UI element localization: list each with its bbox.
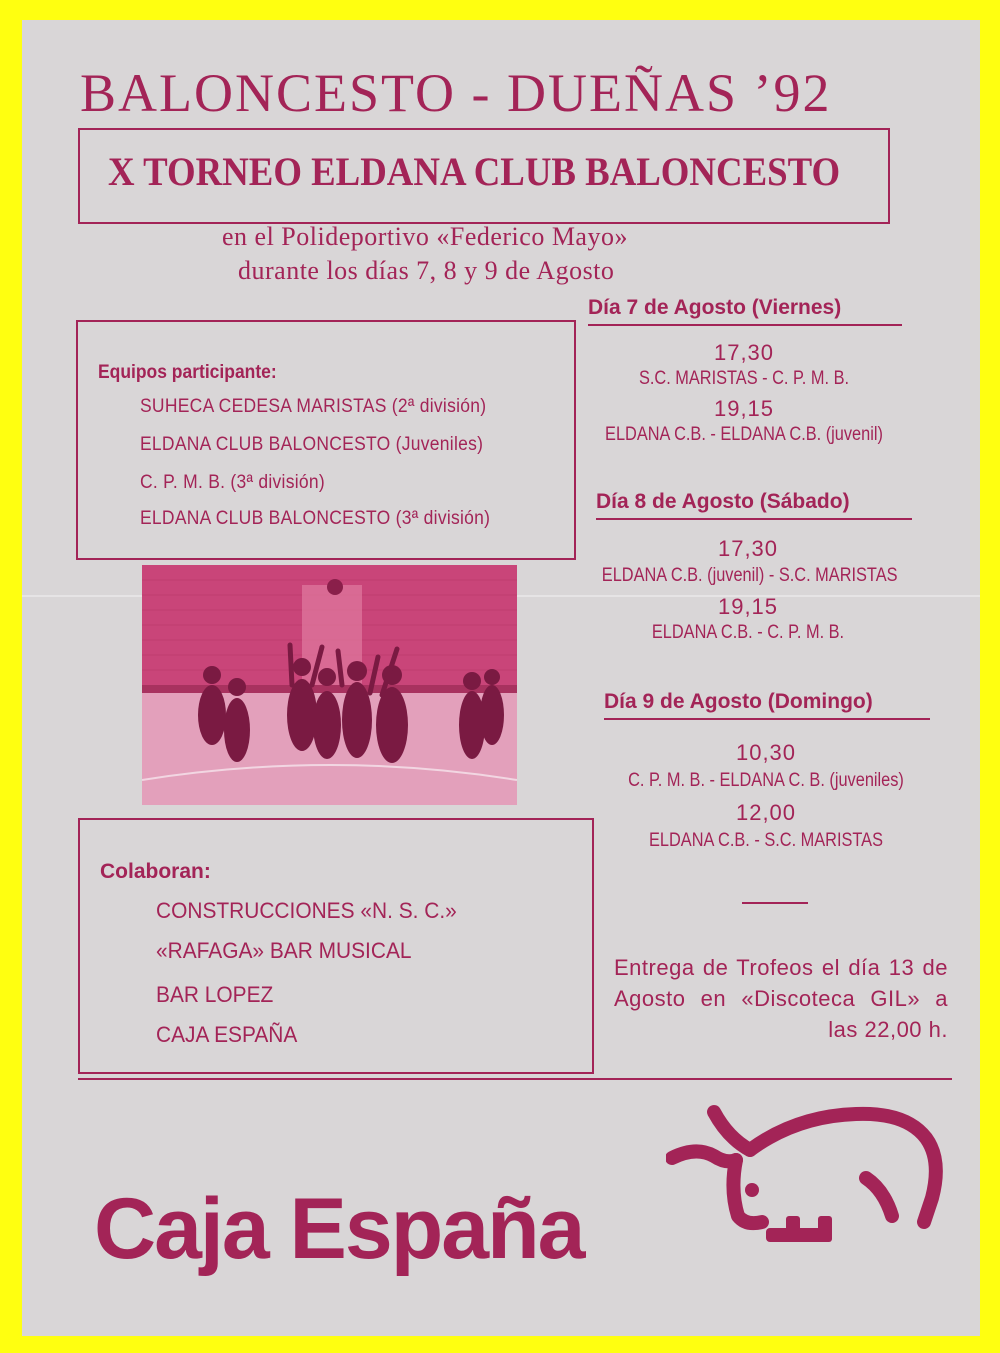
collaborators-heading: Colaboran: xyxy=(100,860,211,883)
game-time: 19,15 xyxy=(713,396,775,421)
game-time: 17,30 xyxy=(713,340,775,365)
basketball-photo xyxy=(142,565,517,805)
poster xyxy=(22,20,980,1336)
bull-icon xyxy=(666,1098,946,1278)
collaborator-item: CONSTRUCCIONES «N. S. C.» xyxy=(156,898,457,923)
day-heading: Día 8 de Agosto (Sábado) xyxy=(596,490,912,520)
team-item: ELDANA CLUB BALONCESTO (Juveniles) xyxy=(140,434,484,455)
poster-title: BALONCESTO - DUEÑAS ’92 xyxy=(80,63,832,123)
game-match: ELDANA C.B. (juvenil) - S.C. MARISTAS xyxy=(601,565,898,586)
game-match: ELDANA C.B. - S.C. MARISTAS xyxy=(649,830,883,851)
day-heading: Día 9 de Agosto (Domingo) xyxy=(604,690,930,720)
venue-line: en el Polideportivo «Federico Mayo» xyxy=(222,222,628,251)
subtitle-box xyxy=(78,128,890,224)
game-match: ELDANA C.B. - ELDANA C.B. (juvenil) xyxy=(605,424,883,445)
team-item: C. P. M. B. (3ª división) xyxy=(140,472,325,493)
venue-info xyxy=(222,220,822,288)
game-time: 12,00 xyxy=(735,800,797,825)
basketball-players-image xyxy=(142,565,517,805)
collaborator-item: CAJA ESPAÑA xyxy=(156,1022,298,1047)
game-match: S.C. MARISTAS - C. P. M. B. xyxy=(638,368,850,389)
collaborator-item: BAR LOPEZ xyxy=(156,982,274,1007)
game-time: 17,30 xyxy=(717,536,779,561)
tournament-name: X TORNEO ELDANA CLUB BALONCESTO xyxy=(108,149,841,194)
separator-dash xyxy=(742,902,808,904)
team-item: ELDANA CLUB BALONCESTO (3ª división) xyxy=(140,508,491,529)
dates-line: durante los días 7, 8 y 9 de Agosto xyxy=(238,256,615,285)
teams-heading: Equipos participante: xyxy=(98,362,277,383)
team-item: SUHECA CEDESA MARISTAS (2ª división) xyxy=(140,396,487,417)
game-time: 10,30 xyxy=(735,740,797,765)
footer-divider xyxy=(78,1078,952,1080)
trophy-ceremony-text: Entrega de Trofeos el día 13 de Agosto en «Discoteca GIL» a las 22,00 h. xyxy=(614,955,948,1042)
teams-box xyxy=(76,320,576,560)
sponsor-name: Caja España xyxy=(94,1181,584,1277)
game-match: ELDANA C.B. - C. P. M. B. xyxy=(651,622,845,643)
day-heading: Día 7 de Agosto (Viernes) xyxy=(588,296,902,326)
collaborator-item: «RAFAGA» BAR MUSICAL xyxy=(156,938,412,963)
game-match: C. P. M. B. - ELDANA C. B. (juveniles) xyxy=(628,770,904,791)
game-time: 19,15 xyxy=(717,594,779,619)
collaborators-box xyxy=(78,818,594,1074)
